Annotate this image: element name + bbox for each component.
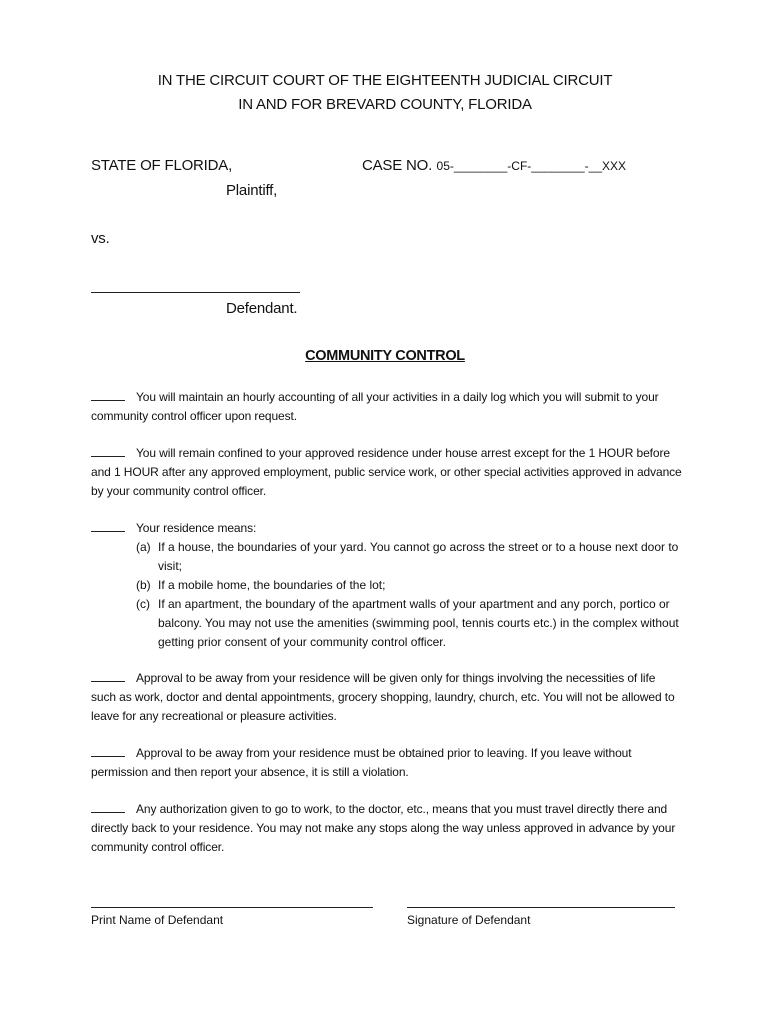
print-name-label: Print Name of Defendant [91,913,224,927]
plaintiff-label: Plaintiff, [226,182,278,199]
case-number [362,157,626,175]
court-heading-line-1: IN THE CIRCUIT COURT OF THE EIGHTEENTH JUDICIAL CIRCUIT [157,72,613,89]
court-heading-line-2: IN AND FOR BREVARD COUNTY, FLORIDA [238,96,532,113]
initial-blank [91,802,125,813]
condition-paragraph [91,669,683,727]
list-marker: (b) [136,578,151,592]
initial-blank [91,521,125,532]
list-marker: (a) [136,540,151,554]
defendant-label: Defendant. [226,300,298,317]
plaintiff-name: STATE OF FLORIDA, [91,157,233,174]
versus-text: vs. [91,230,110,247]
condition-text: Approval to be away from your residence must be obtained prior to leaving. If you leave without permission and then report your absence, it is still a violation. [91,746,632,780]
initial-blank [91,446,125,457]
condition-paragraph [91,388,683,426]
condition-text: Approval to be away from your residence will be given only for things involving the necessities of life such as work, doctor and dental appointments, grocery shopping, laundry, church, etc. You will not be allowed to leave for any recreational or pleasure activities. [91,671,675,724]
initial-blank [91,390,125,401]
condition-paragraph [91,744,683,782]
signature-line [407,907,675,908]
print-name-line [91,907,373,908]
list-item-text: If an apartment, the boundary of the apartment walls of your apartment and any porch, portico or balcony. You may not use the amenities (swimming pool, tennis courts etc.) in the complex without getting prior consent of your community control officer. [158,597,679,649]
condition-text: You will remain confined to your approved residence under house arrest except for the 1 HOUR before and 1 HOUR after any approved employment, public service work, or other special activities approved in advance by your community control officer. [91,446,682,499]
signature-label: Signature of Defendant [407,913,531,927]
condition-paragraph [91,519,683,538]
condition-text: Your residence means: [136,521,257,535]
condition-text: Any authorization given to go to work, to the doctor, etc., means that you must travel directly there and directly back to your residence. You may not make any stops along the way unless approved in advance by your community control officer. [91,802,676,855]
initial-blank [91,746,125,757]
initial-blank [91,671,125,682]
case-number-label: CASE NO. [362,157,433,174]
residence-definition-list [136,538,686,652]
list-item [136,538,686,576]
condition-paragraph [91,444,683,502]
list-marker: (c) [136,597,150,611]
defendant-name-line [91,292,300,293]
condition-paragraph [91,800,683,858]
list-item-text: If a house, the boundaries of your yard. You cannot go across the street or to a house next door to visit; [158,540,679,573]
case-number-value: 05-________-CF-________-__XXX [436,159,627,173]
condition-text: You will maintain an hourly accounting of all your activities in a daily log which you will submit to your community control officer upon request. [91,390,659,424]
list-item [136,595,686,652]
list-item [136,576,686,595]
document-title: COMMUNITY CONTROL [305,348,465,364]
list-item-text: If a mobile home, the boundaries of the lot; [158,578,386,592]
